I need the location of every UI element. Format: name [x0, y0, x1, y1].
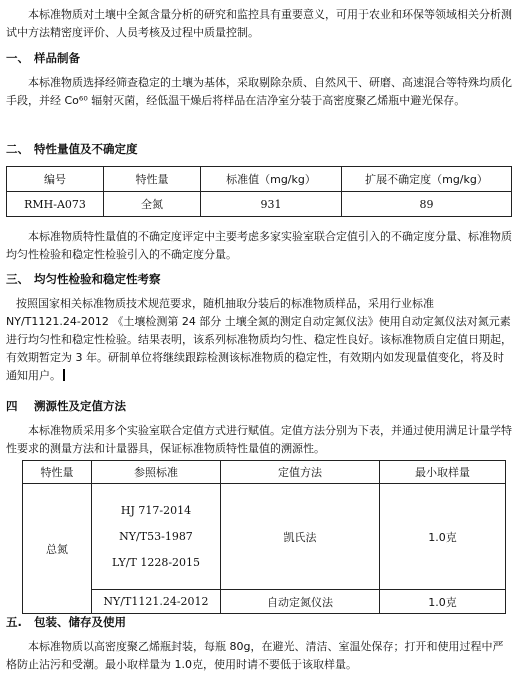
section-4-number: 四 [6, 399, 18, 413]
section-3-number: 三、 [6, 272, 29, 286]
method-table [22, 460, 506, 614]
cell-property: 全氮 [104, 192, 201, 217]
header-reference-standard: 参照标准 [92, 461, 221, 484]
section-2-heading [6, 141, 138, 157]
section-4-heading [6, 398, 126, 414]
cell-min-sample-2: 1.0克 [380, 590, 506, 614]
table-row [23, 484, 506, 590]
cell-method-2: 自动定氮仪法 [221, 590, 380, 614]
cell-property: 总氮 [23, 484, 92, 614]
cell-standard-value: 931 [201, 192, 342, 217]
standard-item: HJ 717-2014 [120, 503, 192, 517]
property-value-table [6, 166, 512, 217]
section-1-body: 本标准物质选择经筛查稳定的土壤为基体，采取剔除杂质、自然风干、研磨、高速混合等特殊均质化手段，并经 Co⁶⁰ 辐射灭菌，经低温干燥后将样品在洁净室分装于高密度聚乙烯瓶中避光保存。 [6, 76, 512, 107]
cell-uncertainty: 89 [342, 192, 512, 217]
section-3-title: 均匀性检验和稳定性考察 [34, 272, 161, 286]
section-5-title: 包装、储存及使用 [34, 615, 126, 629]
section-5-number: 五. [6, 615, 22, 629]
section-2-title: 特性量值及不确定度 [34, 142, 138, 156]
header-code: 编号 [7, 167, 104, 192]
section-3-body-text: 按照国家相关标准物质技术规范要求，随机抽取分装后的标准物质样品，采用行业标准 NY/T1121.24-2012 《土壤检测第 24 部分 土壤全氮的测定自动定氮仪法》使用自动定氮仪法对氮元素进行均匀性和稳定性检验。结果表明，该系列标准物质均匀性、稳定性良好。该标准物质自定值日期起，有效期暂定为 3 年。研制单位将继续跟踪检测该标准物质的稳定性，有效期内如发现量值变化，将及时通知用户。 [6, 297, 512, 382]
section-2-number: 二、 [6, 142, 29, 156]
table-row [23, 590, 506, 614]
table-header-row [23, 461, 506, 484]
cell-method-1: 凯氏法 [221, 484, 380, 590]
table-row [7, 192, 512, 217]
section-5-heading [6, 614, 126, 630]
header-property: 特性量 [23, 461, 92, 484]
standard-item: NY/T53-1987 [119, 529, 193, 543]
header-uncertainty: 扩展不确定度（mg/kg） [342, 167, 512, 192]
intro-paragraph: 本标准物质对土壤中全氮含量分析的研究和监控具有重要意义，可用于农业和环保等领域相关分析测试中方法精密度评价、人员考核及过程中质量控制。 [6, 8, 512, 39]
cell-min-sample-1: 1.0克 [380, 484, 506, 590]
section-1-title: 样品制备 [34, 51, 80, 65]
header-method: 定值方法 [221, 461, 380, 484]
header-min-sample: 最小取样量 [380, 461, 506, 484]
cell-standards-group-1 [92, 484, 221, 590]
section-1-number: 一、 [6, 51, 29, 65]
section-3-body [6, 295, 512, 385]
header-standard-value: 标准值（mg/kg） [201, 167, 342, 192]
cell-code: RMH-A073 [7, 192, 104, 217]
section-5-body: 本标准物质以高密度聚乙烯瓶封装，每瓶 80g，在避光、清洁、室温处保存；打开和使用过程中严格防止沾污和受潮。最小取样量为 1.0克，使用时请不要低于该取样量。 [6, 640, 504, 671]
table-header-row [7, 167, 512, 192]
section-1-heading [6, 50, 80, 66]
section-4-body: 本标准物质采用多个实验室联合定值方式进行赋值。定值方法分别为下表，并通过使用满足计量学特性要求的测量方法和计量器具，保证标准物质特性量值的溯源性。 [6, 424, 512, 455]
standard-item: LY/T 1228-2015 [111, 555, 201, 569]
section-2-note: 本标准物质特性量值的不确定度评定中主要考虑多家实验室联合定值引入的不确定度分量、标准物质均匀性检验和稳定性检验引入的不确定度分量。 [6, 230, 512, 261]
section-4-title: 溯源性及定值方法 [34, 399, 126, 413]
cell-standards-group-2: NY/T1121.24-2012 [92, 590, 221, 614]
section-3-heading [6, 271, 161, 287]
text-cursor [63, 369, 65, 381]
header-property: 特性量 [104, 167, 201, 192]
